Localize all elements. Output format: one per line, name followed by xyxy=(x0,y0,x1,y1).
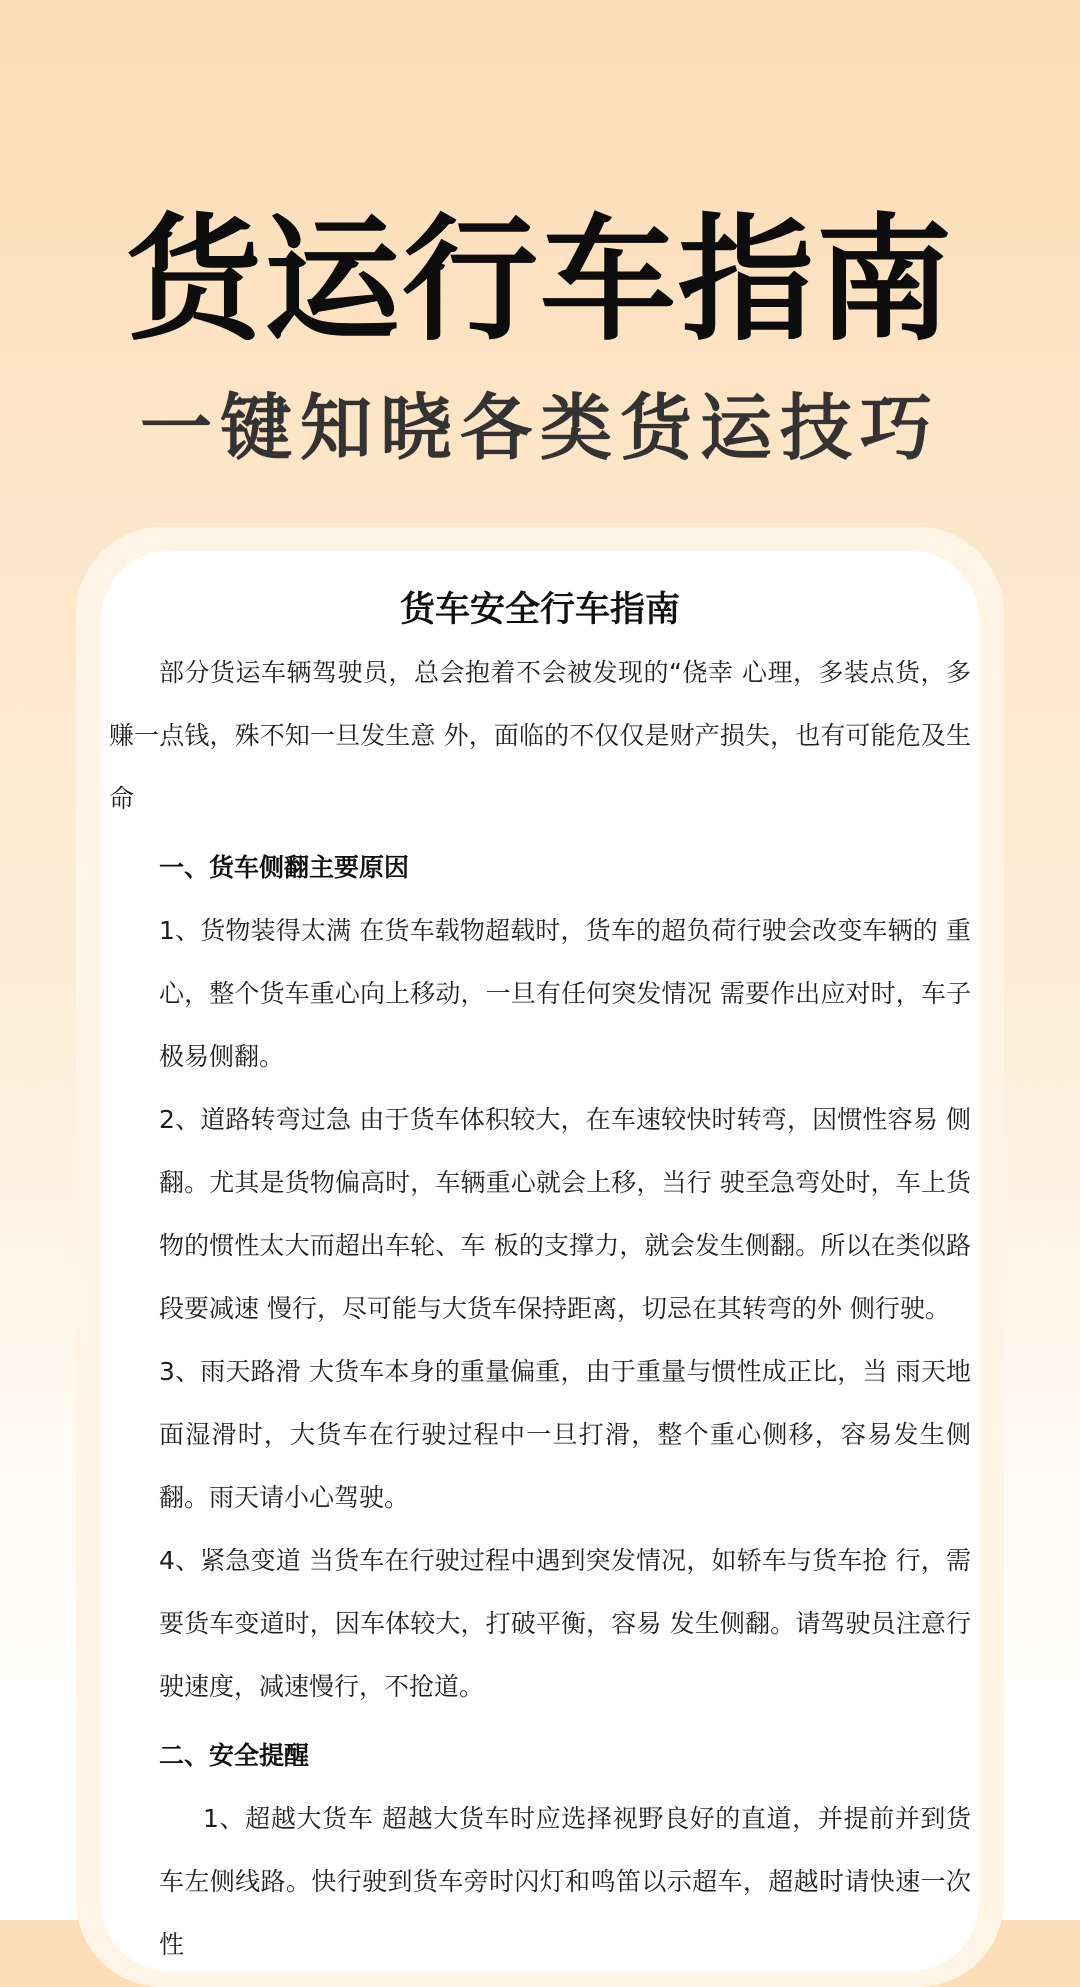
intro-paragraph: 部分货运车辆驾驶员，总会抱着不会被发现的“侥幸 心理，多装点货，多赚一点钱，殊不知一旦发生意 外，面临的不仅仅是财产损失，也有可能危及生命 xyxy=(109,658,971,813)
hero-subtitle: 一键知晓各类货运技巧 xyxy=(139,386,940,470)
list-item: 1、货物装得太满 在货车载物超载时，货车的超负荷行驶会改变车辆的 重心，整个货车重心向上移动，一旦有任何突发情况 需要作出应对时，车子极易侧翻。 xyxy=(159,916,971,1071)
guide-content xyxy=(109,551,971,1971)
document-title: 货车安全行车指南 xyxy=(399,590,680,630)
list-item: 4、紧急变道 当货车在行驶过程中遇到突发情况，如轿车与货车抢 行，需要货车变道时，因车体较大，打破平衡，容易 发生侧翻。请驾驶员注意行驶速度，减速慢行，不抢道。 xyxy=(159,1546,971,1701)
section-heading-rollover: 一、货车侧翻主要原因 xyxy=(159,853,410,882)
guide-card[interactable] xyxy=(101,551,979,1971)
hero-title: 货运行车指南 xyxy=(126,202,954,360)
list-item: 3、雨天路滑 大货车本身的重量偏重，由于重量与惯性成正比，当 雨天地面湿滑时，大货车在行驶过程中一旦打滑，整个重心侧移，容易发生侧翻。雨天请小心驾驶。 xyxy=(159,1357,971,1512)
section-heading-safety: 二、安全提醒 xyxy=(159,1741,310,1770)
list-item: 1、超越大货车 超越大货车时应选择视野良好的直道，并提前并到货车左侧线路。快行驶到货车旁时闪灯和鸣笛以示超车，超越时请快速一次性 xyxy=(159,1804,971,1959)
list-item: 2、道路转弯过急 由于货车体积较大，在车速较快时转弯，因惯性容易 侧翻。尤其是货物偏高时，车辆重心就会上移，当行 驶至急弯处时，车上货物的惯性太大而超出车轮、车 板的支撑力，就会发生侧翻。所以在类似路段要减速 慢行，尽可能与大货车保持距离，切忌在其转弯的外 侧行驶。 xyxy=(159,1105,971,1323)
